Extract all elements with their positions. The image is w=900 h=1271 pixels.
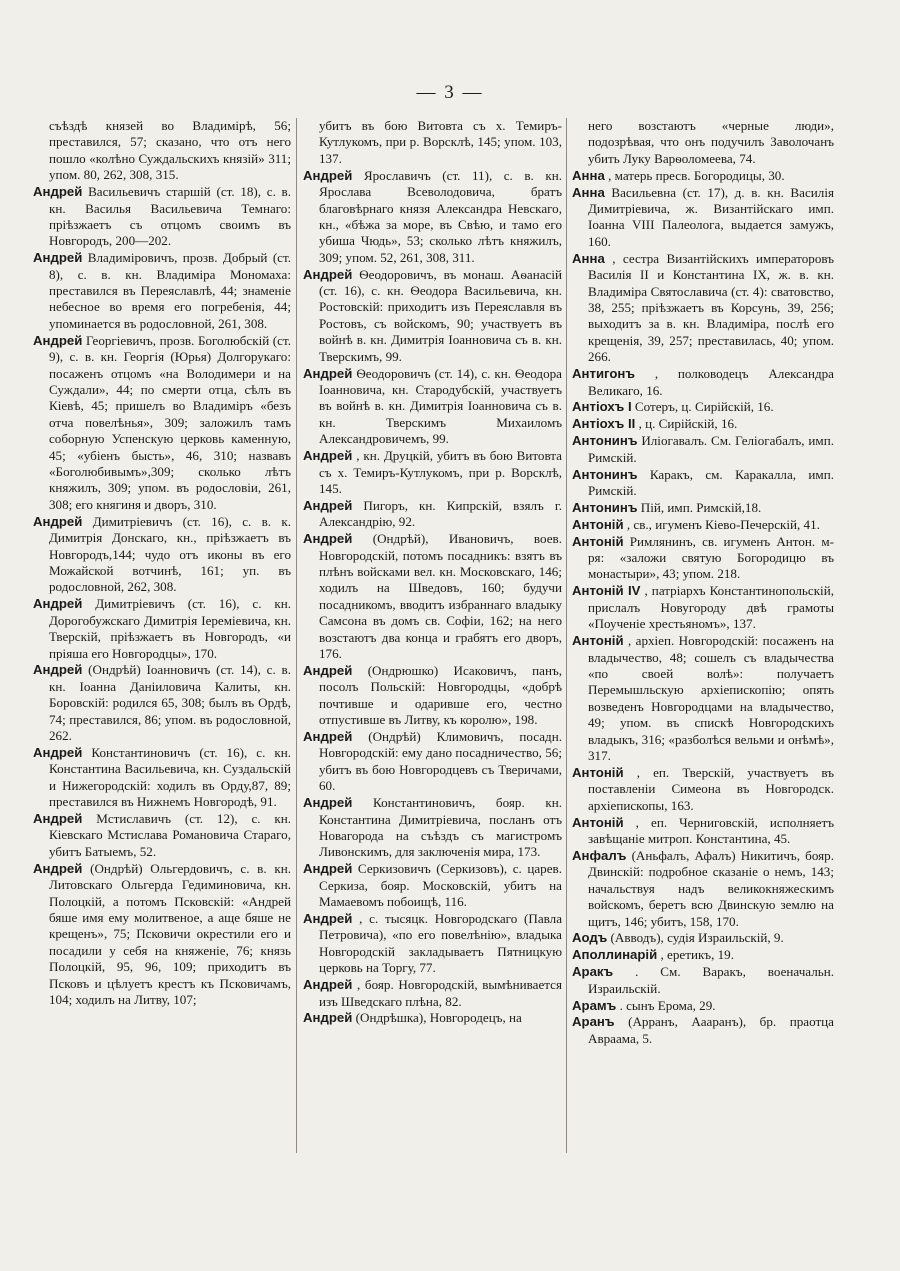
entry-headword: Аранъ	[572, 1014, 615, 1030]
entry-headword: Антіохъ I	[572, 399, 632, 415]
index-entry	[303, 366, 562, 448]
entry-text: , еп. Черниговскій, исполняетъ завѣщаніе митроп. Константина, 45.	[588, 814, 834, 846]
entry-headword: Антоній	[572, 633, 624, 649]
entry-headword: Аракъ	[572, 964, 614, 980]
entry-headword: Андрей	[303, 266, 353, 282]
entry-text: съѣздѣ князей во Владимірѣ, 56; преставился, 57; сказано, что отъ него пошло «колѣно Суждальскихъ князій» 311; упом. 80, 262, 308, 315.	[49, 118, 291, 183]
entry-text: Сотеръ, ц. Сирійскій, 16.	[634, 399, 774, 415]
index-entry	[572, 633, 834, 764]
entry-headword: Антоній	[572, 533, 624, 549]
entry-headword: Антонинъ	[572, 499, 638, 515]
entry-text: (Ондрѣй), Ивановичъ, воев. Новгородскій, потомъ посадникъ: взятъ въ плѣнъ войсками вел. кн. Московскаго, 146; ходилъ на Шведовъ, 160; будучи посадникомъ, вводитъ избраннаго владыку Самсона въ домъ св. Софіи, 162; на него возстаютъ два конца и грабятъ его дворъ, 176.	[319, 531, 562, 661]
entry-text: (Ондрюшко) Исаковичъ, панъ, посолъ Польскій: Новгородцы, «добрѣ почтивше и одаривше его, честно отпустивше въ Литву, къ королю», 198.	[319, 662, 562, 728]
entry-headword: Андрей	[303, 531, 353, 547]
entry-headword: Анна	[572, 184, 605, 200]
entry-headword: Андрей	[303, 729, 353, 745]
text-column-2	[303, 118, 562, 1027]
index-entry	[572, 517, 834, 533]
entry-text: Ѳеодоровичъ, въ монаш. Аѳанасій (ст. 16), с. кн. Ѳеодора Васильевича, кн. Ростовскій: приходитъ изъ Переяславля въ Ростовъ, съ войскомъ, 90; участвуетъ въ войнѣ в. кн. Димитрія Іоанновича съ в. кн. Тверскимъ, 99.	[319, 266, 562, 364]
entry-headword: Андрей	[33, 332, 83, 348]
index-entry	[303, 977, 562, 1010]
index-entry	[572, 433, 834, 466]
entry-text: убитъ въ бою Витовта съ х. Темиръ-Кутлукомъ, при р. Ворсклѣ, 145; упом. 103, 137.	[319, 118, 562, 166]
index-entry	[572, 416, 834, 432]
entry-text: Иліогавалъ. См. Геліогабалъ, имп. Римскій.	[588, 433, 834, 465]
entry-text: Пій, имп. Римскій,18.	[640, 499, 762, 515]
entry-text: Римлянинъ, св. игуменъ Антон. м-ря: «заложи святую Богородицю въ монастыри», 43; упом. 218.	[588, 533, 834, 582]
entry-text: , кн. Друцкій, убитъ въ бою Витовта съ х. Темиръ-Кутлукомъ, при р. Ворсклѣ, 145.	[319, 448, 562, 496]
text-column-1	[33, 118, 291, 1009]
index-entry	[303, 795, 562, 861]
entry-text: Ярославичъ (ст. 11), с. в. кн. Ярослава Всеволодовича, братъ благовѣрнаго князя Александра Невскаго, кн., «бѣжа за море, въ Свѣю, и тамо его убиша Чюдь», 53; сколько лѣтъ княжилъ, 309; упом. 52, 261, 308, 311.	[319, 167, 562, 265]
index-entry	[572, 366, 834, 399]
entry-text: , сестра Византійскихъ императоровъ Василія II и Константина IX, ж. в. кн. Владиміра Святославича (ст. 4): сватовство, 38, 255; пріѣзжаетъ въ Корсунь, 39, 256; выходитъ за в. кн. Владиміра, послѣ его крещенія, 39, 257; преставилась, 40; упом. 266.	[588, 250, 834, 365]
entry-text: , матерь пресв. Богородицы, 30.	[608, 167, 785, 183]
page-number: — 3 —	[416, 82, 484, 103]
entry-headword: Анна	[572, 250, 605, 266]
entry-headword: Андрей	[33, 860, 83, 876]
entry-headword: Андрей	[33, 596, 83, 612]
entry-text: , еп. Тверскій, участвуетъ въ поставленіи Симеона въ Новгородск. архіепископы, 163.	[588, 764, 834, 813]
entry-headword: Андрей	[33, 662, 83, 678]
index-entry	[572, 930, 834, 946]
index-entry	[572, 815, 834, 848]
entry-text: (Ондрѣй) Ольгердовичъ, с. в. кн. Литовскаго Ольгерда Гедиминовича, кн. Полоцкій, а потомъ Псковскій: «Андрей бяше имя ему молитвеное, а аще бяше не крещенъ», 75; Псковичи окрестили его и посадили у себя на княженіе, 76; князь Полоцкій, 95, 96, 109; приходитъ въ Псковъ и цѣлуетъ крестъ къ Псковичамъ, 104; ходилъ на Литву, 107;	[49, 860, 291, 1008]
entry-text: Димитріевичъ (ст. 16), с. кн. Дорогобужскаго Димитрія Іереміевича, кн. Тверскій, пріѣзжаетъ въ Новгородъ, «и пріяша его Новгородцы», 170.	[49, 596, 291, 661]
entry-text: (Ондрѣшка), Новгородецъ, на	[355, 1010, 522, 1026]
index-entry	[572, 399, 834, 415]
entry-headword: Андрей	[33, 811, 83, 827]
entry-text: него возстаютъ «черные люди», подозрѣвая, что онъ подучилъ Заволочанъ убить Луку Варѳоломеева, 74.	[588, 118, 834, 166]
entry-text: Димитріевичъ (ст. 16), с. в. к. Димитрія Донскаго, кн., пріѣзжаетъ въ Новгородъ,144; чудо отъ иконы въ его Можайской вотчинѣ, 161; уп. въ родословной, 262, 308.	[49, 513, 292, 595]
entry-text: . сынъ Ерома, 29.	[619, 997, 716, 1013]
index-entry	[572, 534, 834, 583]
index-entry	[572, 998, 834, 1014]
entry-text: (Авводъ), судія Израильскій, 9.	[610, 930, 784, 946]
text-column-3	[572, 118, 834, 1048]
index-entry	[33, 333, 291, 513]
index-entry	[303, 861, 562, 910]
index-entry	[572, 500, 834, 516]
index-entry	[572, 964, 834, 997]
index-entry	[572, 118, 834, 167]
index-entry	[303, 663, 562, 729]
entry-text: , с. тысяцк. Новгородскаго (Павла Петровича), «по его повелѣнію», владыка Новгородскій закладываетъ Пятницкую церковь на Торгу, 77.	[319, 911, 563, 976]
entry-text: (Аньфалъ, Афалъ) Никитичъ, бояр. Двинскій: подробное сказаніе о немъ, 143; начальствуя надъ великокняжескимъ войскомъ, беретъ всю Двинскую землю на щитъ, 146; убитъ, 158, 170.	[588, 847, 834, 929]
entry-headword: Андрей	[33, 744, 83, 760]
entry-text: , бояр. Новгородскій, вымѣнивается изъ Шведскаго плѣна, 82.	[319, 977, 562, 1009]
index-entry	[33, 118, 291, 184]
entry-text: Васильевичъ старшій (ст. 18), с. в. кн. Василья Васильевича Темнаго: пріѣзжаетъ съ отцомъ своимъ въ Новгородъ, 200—202.	[49, 184, 291, 249]
entry-headword: Антигонъ	[572, 366, 636, 382]
entry-text: Мстиславичъ (ст. 12), с. кн. Кіевскаго Мстислава Романовича Стараго, убитъ Батыемъ, 52.	[49, 811, 291, 859]
entry-headword: Антоній IV	[572, 583, 641, 599]
entry-text: Георгіевичъ, прозв. Боголюбскій (ст. 9), с. в. кн. Георгія (Юрья) Долгорукаго: посаженъ отцомъ «на Володимери и на Суждали», 44; по смерти отца, сѣлъ въ Кіевѣ, 45; пришелъ во Владиміръ «безъ отча повелѣнья», 309; заложилъ тамъ соборную Успенскую церковь каменную, 45; «убіенъ бысть», 46, 310; назвавъ «Боголюбивымъ»,309; сколько лѣтъ княжилъ, 309; упом. въ родословіи, 261, 308; его княгиня и дворъ, 310.	[49, 332, 291, 512]
entry-text: , еретикъ, 19.	[660, 947, 734, 963]
index-entry	[33, 514, 291, 596]
entry-text: , полководецъ Александра Великаго, 16.	[588, 366, 834, 398]
entry-text: . См. Варакъ, военачальн. Израильскій.	[588, 964, 834, 996]
entry-headword: Андрей	[303, 861, 353, 877]
entry-headword: Андрей	[33, 184, 83, 200]
entry-headword: Арамъ	[572, 997, 617, 1013]
entry-headword: Антонинъ	[572, 466, 638, 482]
entry-headword: Антоній	[572, 764, 624, 780]
entry-headword: Антіохъ II	[572, 416, 636, 432]
index-entry	[303, 168, 562, 266]
index-entry	[303, 1010, 562, 1026]
entry-headword: Антонинъ	[572, 433, 638, 449]
column-divider	[566, 118, 567, 1153]
index-entry	[572, 467, 834, 500]
index-entry	[303, 448, 562, 497]
entry-headword: Андрей	[303, 497, 353, 513]
entry-headword: Аполлинарій	[572, 947, 658, 963]
index-entry	[572, 583, 834, 632]
entry-headword: Антоній	[572, 814, 624, 830]
entry-text: Каракъ, см. Каракалла, имп. Римскій.	[588, 466, 834, 498]
entry-text: Владиміровичъ, прозв. Добрый (ст. 8), с. в. кн. Владиміра Мономаха: преставился въ Переяславлѣ, 44; знаменіе небесное во время его погребенія, 44; упоминается въ родословной, 261, 308.	[49, 250, 291, 331]
index-entry	[33, 662, 291, 744]
entry-text: , ц. Сирійскій, 16.	[638, 416, 738, 432]
entry-headword: Андрей	[303, 977, 353, 993]
index-entry	[303, 531, 562, 662]
entry-text: (Ондрѣй) Іоанновичъ (ст. 14), с. в. кн. Іоанна Даніиловича Калиты, кн. Боровскій: родился 65, 308; былъ въ Ордѣ, 74; преставился, 86; упом. въ родословной, 262.	[49, 662, 291, 744]
entry-text: , архіеп. Новгородскій: посаженъ на владычество, 48; сошелъ съ владычества «по своей волѣ»: получаетъ Перемышльскую архіепископію; опять возведенъ Новгородцами на владычество, 49; упом. въ спискѣ Новгородскихъ владыкъ, 316; «разболѣся вельми и онѣмѣ», 317.	[588, 633, 834, 763]
index-entry	[33, 250, 291, 332]
entry-headword: Анна	[572, 167, 605, 183]
entry-headword: Анфалъ	[572, 847, 627, 863]
entry-headword: Андрей	[303, 795, 353, 811]
index-entry	[303, 498, 562, 531]
index-entry	[572, 1014, 834, 1047]
index-entry	[572, 251, 834, 366]
index-entry	[33, 861, 291, 1009]
entry-headword: Андрей	[33, 250, 83, 266]
entry-headword: Андрей	[303, 365, 353, 381]
entry-text: Константиновичъ, бояр. кн. Константина Димитріевича, посланъ отъ Новагорода на съѣздъ съ магистромъ Ливонскимъ, для заключенія мира, 173.	[319, 795, 562, 860]
index-entry	[572, 947, 834, 963]
entry-headword: Андрей	[303, 167, 353, 183]
index-entry	[303, 118, 562, 167]
index-entry	[33, 811, 291, 860]
entry-text: (Арранъ, Аааранъ), бр. праотца Авраама, 5.	[588, 1014, 834, 1046]
index-entry	[33, 596, 291, 662]
entry-text: (Ондрѣй) Климовичъ, посадн. Новгородскій: ему дано посадничество, 56; убитъ въ бою Новгородцевъ съ Тверичами, 60.	[319, 729, 563, 794]
index-entry	[33, 745, 291, 811]
index-entry	[33, 184, 291, 250]
entry-text: Пигоръ, кн. Кипрскій, взялъ г. Александрію, 92.	[319, 497, 562, 530]
entry-headword: Аодъ	[572, 930, 608, 946]
entry-text: Васильевна (ст. 17), д. в. кн. Василія Димитріевича, ж. Византійскаго имп. Іоанна VIII Палеолога, выдается замужъ, 160.	[588, 184, 834, 249]
entry-headword: Антоній	[572, 516, 624, 532]
index-entry	[303, 911, 562, 977]
index-entry	[303, 729, 562, 795]
entry-headword: Андрей	[303, 911, 353, 926]
column-divider	[296, 118, 297, 1153]
entry-headword: Андрей	[303, 662, 353, 678]
entry-text: Ѳеодоровичъ (ст. 14), с. кн. Ѳеодора Іоанновича, кн. Стародубскій, участвуетъ въ войнѣ в. кн. Димитрія Іоанновича съ в. кн. Тверскимъ Михаиломъ Александровичемъ, 99.	[319, 365, 562, 447]
entry-text: , св., игуменъ Кіево-Печерскій, 41.	[626, 516, 820, 532]
entry-text: Константиновичъ (ст. 16), с. кн. Константина Васильевича, кн. Суздальскій и Нижегородскій: ходилъ въ Орду,87, 89; преставился въ Нижнемъ Новгородѣ, 91.	[49, 744, 291, 810]
entry-headword: Андрей	[303, 448, 353, 464]
index-entry	[572, 185, 834, 251]
index-entry	[303, 267, 562, 365]
index-entry	[572, 848, 834, 930]
index-entry	[572, 765, 834, 814]
entry-headword: Андрей	[303, 1010, 353, 1026]
index-entry	[572, 168, 834, 184]
entry-headword: Андрей	[33, 513, 83, 529]
entry-text: Серкизовичъ (Серкизовъ), с. царев. Серкиза, бояр. Московскій, убитъ на Мамаевомъ побоищѣ, 116.	[319, 861, 562, 910]
entry-text: , патріархъ Константинопольскій, прислалъ Новугороду двѣ грамоты «Поученіе хрестьяномъ», 137.	[588, 583, 834, 632]
